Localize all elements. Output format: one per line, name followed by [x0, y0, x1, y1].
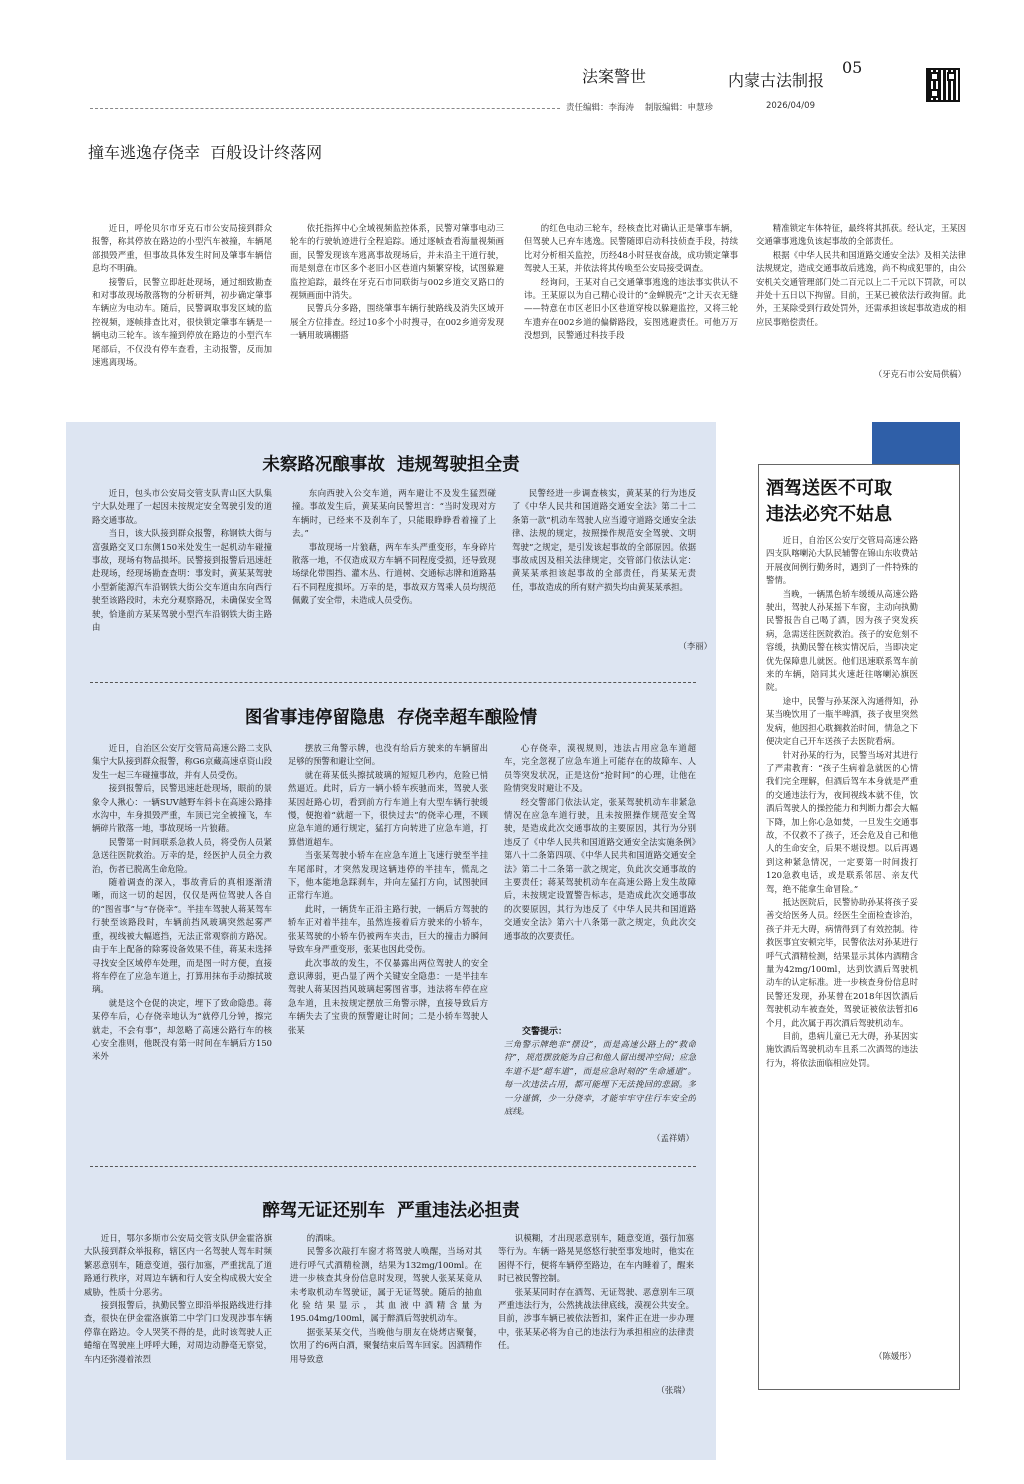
paragraph: 此时，一辆货车正沿主路行驶，一辆后方驾驶的轿车正对着半挂车，虽然连接着后方驶来的小轿车，张某驾驶的小轿车仍被两车夹击，巨大的撞击力瞬间导致车身严重变形，张某也因此受伤。 [288, 903, 488, 955]
article-1-title: 未察路况酿事故 违规驾驶担全责 [262, 455, 520, 475]
layout-editor: 制版编辑：申慧珍 [645, 103, 714, 113]
tip-title: 交警提示： [522, 1027, 568, 1037]
paragraph: 民警多次敲打车窗才将驾驶人唤醒，当场对其进行呼气式酒精检测，结果为132mg/100ml。在进一步核查其身份信息时发现，驾驶人张某某竟从未考取机动车驾驶证，属于无证驾驶。随后的抽血化验结果显示，其血液中酒精含量为195.04mg/100ml，属于醉酒后驾驶机动车。 [290, 1246, 482, 1324]
paragraph: 当日，该大队接到群众报警，称钢铁大街与富强路交叉口东侧150米处发生一起机动车碰撞事故，现场有物品损坏。民警接到报警后迅速赶赴现场，经现场勘查查明：事发时，黄某某驾驶小型新能源汽车沿钢铁大街公交车道由东向西行驶至该路段时，未充分观察路况，未确保安全驾驶，恰逢前方某某驾驶小型汽车沿钢铁大街主路由 [92, 528, 272, 633]
paragraph: 针对孙某的行为，民警当场对其进行了严肃教育：“孩子生病着急就医的心情我们完全理解，但酒后驾车本身就是严重的交通违法行为，夜间视线本就不佳，饮酒后驾驶人的操控能力和判断力都会大幅下降，加上你心急如焚，一旦发生交通事故，不仅救不了孩子，还会危及自己和他人的生命安全，后果不堪设想。以后再遇到这种紧急情况，一定要第一时间拨打120急救电话，或是联系邻居、亲友代驾，绝不能拿生命冒险。” [766, 749, 918, 894]
sidebar-accent-bar [872, 422, 960, 468]
sidebar-body [766, 534, 918, 1346]
paragraph: 途中，民警与孙某深入沟通得知，孙某当晚饮用了一瓶半啤酒，孩子夜里突然发病，他因担心耽搁救治时间，情急之下便决定自己开车送孩子去医院看病。 [766, 695, 918, 747]
paragraph: 民警经进一步调查核实，黄某某的行为违反了《中华人民共和国道路交通安全法》第二十二条第一款“机动车驾驶人应当遵守道路交通安全法律、法规的规定，按照操作规范安全驾驶、文明驾驶”之规定，是引发该起事故的全部原因。依据事故成因及相关法律规定，交管部门依法认定：黄某某承担该起事故的全部责任，肖某某无责任，事故造成的所有财产损失均由黄某某承担。 [512, 488, 696, 592]
editor: 责任编辑：李海涛 [566, 103, 635, 113]
paragraph: 就是这个仓促的决定，埋下了致命隐患。蒋某停车后，心存侥幸地认为“就停几分钟，擦完就走，不会有事”，却忽略了高速公路行车的核心安全准则，他既没有第一时间在车辆后方150米外 [92, 997, 272, 1062]
paragraph: 当张某驾驶小轿车在应急车道上飞速行驶至半挂车尾部时，才突然发现这辆违停的半挂车，慌乱之下，他本能地急踩刹车，并向左猛打方向，试图驶回正常行车道。 [288, 850, 488, 901]
qr-code-icon [928, 70, 958, 100]
article-3-column-2 [290, 1232, 482, 1448]
paragraph: 根据《中华人民共和国道路交通安全法》及相关法律法规规定，造成交通事故后逃逸，尚不构成犯罪的，由公安机关交通管理部门处二百元以上二千元以下罚款，可以并处十五日以下拘留。目前，王某已被依法行政拘留。此外，王某除受到行政处罚外，还需承担该起事故造成的相应民事赔偿责任。 [756, 249, 966, 327]
main-article-column-3 [524, 222, 738, 382]
main-article-column-1 [92, 222, 272, 382]
paragraph: 接到报警后，执勤民警立即沿举报路线进行排查，很快在伊金霍洛旗第二中学门口发现涉事车辆停靠在路边。令人哭笑不得的是，此时该驾驶人正蜷缩在驾驶座上呼呼大睡，对周边动静毫无察觉，车内还弥漫着浓烈 [84, 1300, 272, 1364]
article-1-column-3 [512, 487, 696, 647]
main-article-column-2 [290, 222, 504, 382]
article-2-title: 图省事违停留隐患 存侥幸超车酿险情 [244, 708, 538, 728]
article-2-column-3 [504, 742, 696, 1020]
paragraph: 事故现场一片狼藉，两车车头严重变形，车身碎片散落一地，不仅造成双方车辆不同程度受损，还导致现场绿化带围挡、灌木丛、行道树、交通标志牌和道路基石不同程度损坏。万幸的是，事故双方驾乘人员均规范佩戴了安全带，未造成人员受伤。 [292, 541, 496, 606]
paragraph: 抵达医院后，民警协助孙某将孩子妥善交给医务人员。经医生全面检查诊治，孩子并无大碍，病情得到了有效控制。待救医事宜安顿完毕，民警依法对孙某进行呼气式酒精检测，结果显示其体内酒精含量为42mg/100ml，达到饮酒后驾驶机动车的认定标准。进一步核查身份信息时民警还发现，孙某曾在2018年因饮酒后驾驶机动车被查处，驾驶证被依法暂扣6个月，此次属于再次酒后驾驶机动车。 [766, 896, 918, 1028]
paragraph: 随着调查的深入，事故背后的真相逐渐清晰，而这一切的起因，仅仅是两位驾驶人各自的“图省事”与“存侥幸”。半挂车驾驶人蒋某驾车行驶至该路段时，车辆前挡风玻璃突然起雾严重，视线被大幅遮挡，无法正常观察前方路况。由于车上配备的除雾设备效果不佳，蒋某未选择寻找安全区域停车处理，而是图一时方便，直接将车停在了应急车道上，打算用抹布手动擦拭玻璃。 [92, 877, 272, 995]
paragraph: 东向西驶入公交车道，两车避让不及发生猛烈碰撞。事故发生后，黄某某向民警坦言：“当时发现对方车辆时，已经来不及刹车了，只能眼睁睁看着撞了上去。” [292, 488, 496, 539]
paragraph: 近日，包头市公安局交管支队青山区大队集宁大队处理了一起因未按规定安全驾驶引发的道路交通事故。 [92, 488, 272, 525]
issue-date: 2026/04/09 [766, 101, 815, 111]
paragraph: 识模糊，才出现恶意别车，随意变道，强行加塞等行为。车辆一路晃晃悠悠行驶至事发地时，他实在困得不行，便将车辆停至路边，在车内睡着了，醒来时已被民警控制。 [498, 1233, 694, 1284]
article-3-column-1 [84, 1232, 272, 1448]
article-3-credit: （张瑞） [656, 1385, 690, 1395]
paragraph: 民警第一时间联系急救人员，将受伤人员紧急送往医院救治。万幸的是，经医护人员全力救治，伤者已脱离生命危险。 [92, 836, 272, 874]
main-headline: 撞车逃逸存侥幸 百般设计终落网 [88, 143, 323, 162]
paragraph: 心存侥幸，漠视规则，违法占用应急车道超车，完全忽视了应急车道上可能存在的故障车、人员等突发状况，正是这份“抢时间”的心理，让他在险情突发时避让不及。 [504, 743, 696, 794]
article-3-column-3 [498, 1232, 694, 1384]
paragraph: 摆放三角警示牌，也没有给后方驶来的车辆留出足够的预警和避让空间。 [288, 743, 488, 767]
paragraph: 依托指挥中心全域视频监控体系，民警对肇事电动三轮车的行驶轨迹进行全程追踪。通过逐帧查看海量视频画面，民警发现该车逃离事故现场后，并未沿主干道行驶，而是刻意在市区多个老旧小区巷道内频繁穿梭，试图躲避监控追踪，最终在牙克石市同联街与002乡道交叉路口的视频画面中消失。 [290, 223, 504, 301]
paragraph: 此次事故的发生，不仅暴露出两位驾驶人的安全意识薄弱，更凸显了两个关键安全隐患：一是半挂车驾驶人蒋某因挡风玻璃起雾图省事，违法将车停在应急车道，且未按规定摆放三角警示牌，直接导致后方车辆失去了宝贵的预警避让时间；二是小轿车驾驶人张某 [288, 957, 488, 1035]
paragraph: 经交警部门依法认定，张某驾驶机动车非紧急情况在应急车道行驶，且未按照操作规范安全驾驶，是造成此次交通事故的主要原因，其行为分别违反了《中华人民共和国道路交通安全法实施条例》第八十二条第四项、《中华人民共和国道路交通安全法》第二十二条第一款之规定，负此次交通事故的主要责任；蒋某驾驶机动车在高速公路上发生故障后，未按规定设置警告标志，是造成此次交通事故的次要原因，其行为违反了《中华人民共和国道路交通安全法》第六十八条第一款之规定，负此次交通事故的次要责任。 [504, 796, 696, 941]
paragraph: 接到报警后，民警迅速赶赴现场，眼前的景象令人揪心：一辆SUV越野车斜卡在高速公路排水沟中，车身损毁严重，车顶已完全被撞飞，车辆碎片散落一地，事故现场一片狼藉。 [92, 783, 272, 834]
article-3-title: 醉驾无证还别车 严重违法必担责 [262, 1201, 520, 1221]
article-2-credit: （孟祥婧） [652, 1133, 694, 1143]
paragraph: 精准锁定车体特征，最终将其抓获。经认定，王某因交通肇事逃逸负该起事故的全部责任。 [756, 223, 966, 247]
paragraph: 近日，自治区公安厅交管局高速公路四支队喀喇沁大队民辅警在锦山东收费站开展夜间例行勤务时，遇到了一件特殊的警情。 [766, 535, 918, 586]
paragraph: 近日，自治区公安厅交管局高速公路二支队集宁大队接到群众报警，称G6京藏高速卓资山段发生一起三车碰撞事故，并有人员受伤。 [92, 743, 272, 780]
paragraph: 张某某同时存在酒驾、无证驾驶、恶意别车三项严重违法行为，公然挑战法律底线，漠视公共安全。目前，涉事车辆已被依法暂扣，案件正在进一步办理中，张某某必将为自己的违法行为承担相应的法律责任。 [498, 1286, 694, 1351]
main-article-credit: （牙克石市公安局供稿） [873, 369, 966, 379]
sidebar-credit: （陈媛彤） [874, 1351, 916, 1361]
tip-text: 三角警示牌绝非“摆设”，而是高速公路上的“救命符”，规范摆放能为自己和他人留出缓冲空间；应急车道不是“超车道”，而是应急时刻的“生命通道”。每一次违法占用，都可能埋下无法挽回的悲剧。多一分谨慎，少一分侥幸，才能牢牢守住行车安全的底线。 [504, 1039, 696, 1117]
paragraph: 接警后，民警立即赶赴现场，通过细致勘查和对事故现场散落物的分析研判，初步确定肇事车辆应为电动车。随后，民警调取事发区域的监控视频，逐帧排查比对，很快锁定肇事车辆是一辆电动三轮车。该车撞到停放在路边的小型汽车尾部后，不仅没有停车查看，主动报警，反而加速逃离现场。 [92, 276, 272, 368]
sidebar-title: 酒驾送医不可取 违法必究不姑息 [766, 478, 892, 525]
paragraph: 近日，鄂尔多斯市公安局交管支队伊金霍洛旗大队接到群众举报称，辖区内一名驾驶人驾车时频繁恶意别车，随意变道，强行加塞，严重扰乱了道路通行秩序，对周边车辆和行人安全构成极大安全威胁，性质十分恶劣。 [84, 1233, 272, 1297]
article-1-column-2 [292, 487, 496, 675]
paragraph: 当晚，一辆黑色轿车缓缓从高速公路驶出，驾驶人孙某摇下车窗，主动向执勤民警报告自己喝了酒，因为孩子突发疾病，急需送往医院救治。孩子的安危刻不容缓，执勤民警在核实情况后，当即决定优先保障患儿就医。他们迅速联系驾车前来的车辆，陪同其火速赶往喀喇沁旗医院。 [766, 588, 918, 693]
paragraph: 经询问，王某对自己交通肇事逃逸的违法事实供认不讳。王某原以为自己精心设计的“金蝉脱壳”之计天衣无缝——特意在市区老旧小区巷道穿梭以躲避监控，又将三轮车遗弃在002乡道的偏僻路段，妄图逃避责任。可他万万没想到，民警通过科技手段 [524, 276, 738, 341]
main-article-column-4 [756, 222, 966, 368]
paragraph: 目前，患病儿童已无大碍，孙某因实施饮酒后驾驶机动车且系二次酒驾的违法行为，将依法面临相应处罚。 [766, 1031, 918, 1068]
article-1-column-1 [92, 487, 272, 675]
paragraph: 据张某某交代，当晚他与朋友在烧烤店聚餐，饮用了约6两白酒，聚餐结束后驾车回家。因酒精作用导致意 [290, 1326, 482, 1364]
paragraph: 近日，呼伦贝尔市牙克石市公安局接到群众报警，称其停放在路边的小型汽车被撞，车辆尾部损毁严重，但事故具体发生时间及肇事车辆信息均不明确。 [92, 223, 272, 274]
article-2-column-1 [92, 742, 272, 1166]
paragraph: 的红色电动三轮车，经核查比对确认正是肇事车辆，但驾驶人已弃车逃逸。民警随即启动科技侦查手段，持续比对分析相关监控，历经48小时昼夜奋战，成功锁定肇事驾驶人王某，并依法将其传唤至公安局接受调查。 [524, 223, 738, 274]
section-name: 法案警世 [582, 67, 647, 86]
paper-logo: 内蒙古法制报 [728, 71, 825, 90]
paragraph: 就在蒋某低头擦拭玻璃的短短几秒内，危险已悄然逼近。此时，后方一辆小轿车疾驰而来，驾驶人张某因赶路心切，看到前方行车道上有大型车辆行驶缓慢，便抱着“就超一下，很快过去”的侥幸心理，不顾应急车道的通行规定，猛打方向转进了应急车道，打算借道超车。 [288, 769, 488, 847]
paragraph: 的酒味。 [306, 1233, 341, 1243]
divider [90, 1166, 696, 1167]
divider [90, 682, 696, 683]
article-2-column-2 [288, 742, 488, 1166]
page-number: 05 [842, 58, 863, 77]
article-1-credit: （李丽） [678, 641, 712, 651]
tip-box [504, 1038, 696, 1142]
masthead-rule [90, 108, 560, 109]
paragraph: 民警兵分多路，围绕肇事车辆行驶路线及消失区域开展全方位排查。经过10多个小时搜寻，在002乡道旁发现一辆用玻璃棚搭 [290, 303, 504, 341]
